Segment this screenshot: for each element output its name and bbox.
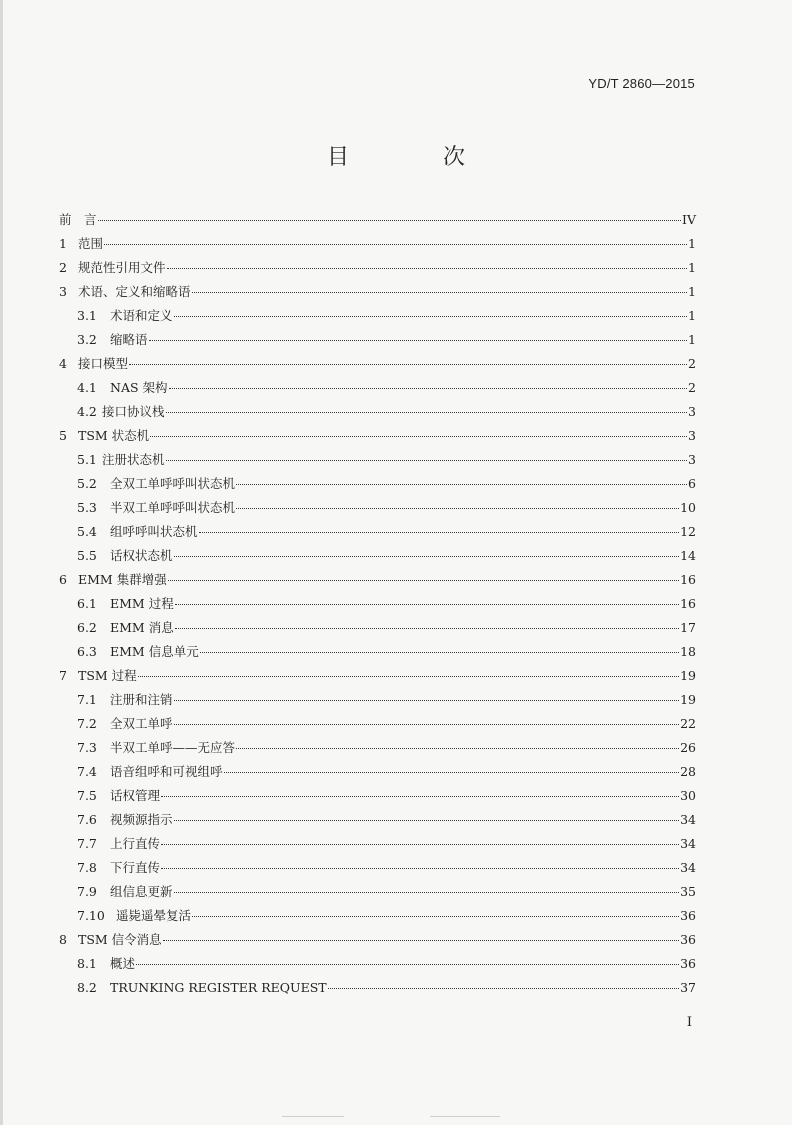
toc-entry-title: 术语、定义和缩略语 bbox=[78, 284, 191, 299]
toc-entry-title: NAS 架构 bbox=[110, 380, 168, 395]
toc-entry-page: 1 bbox=[688, 236, 696, 251]
toc-entry-number: 6.1 bbox=[77, 596, 97, 611]
toc-entry[interactable] bbox=[59, 328, 696, 352]
toc-entry-page: 3 bbox=[688, 428, 696, 443]
toc-entry[interactable] bbox=[59, 496, 696, 520]
toc-entry-number: 7.5 bbox=[77, 788, 97, 803]
toc-entry-page: 36 bbox=[680, 908, 696, 923]
scan-artifact bbox=[282, 1116, 344, 1117]
toc-entry[interactable] bbox=[59, 352, 696, 376]
toc-entry[interactable] bbox=[59, 472, 696, 496]
toc-entry-page: 19 bbox=[680, 668, 696, 683]
toc-entry-page: 36 bbox=[680, 956, 696, 971]
toc-entry-title: 概述 bbox=[110, 956, 136, 971]
dot-leader bbox=[166, 460, 688, 461]
toc-entry[interactable] bbox=[59, 808, 696, 832]
toc-entry-number: 4.1 bbox=[77, 380, 97, 395]
toc-entry-number: 7.3 bbox=[77, 740, 97, 755]
toc-entry[interactable] bbox=[59, 856, 696, 880]
toc-entry-title: 遥毙遥晕复活 bbox=[116, 908, 192, 923]
dot-leader bbox=[174, 892, 680, 893]
toc-entry-title: 组呼呼叫状态机 bbox=[110, 524, 198, 539]
toc-entry[interactable] bbox=[59, 976, 696, 1000]
dot-leader bbox=[236, 508, 679, 509]
toc-entry-page: 1 bbox=[688, 308, 696, 323]
toc-entry-title: TSM 状态机 bbox=[78, 428, 150, 443]
scan-artifact bbox=[430, 1116, 500, 1117]
toc-entry[interactable] bbox=[59, 952, 696, 976]
toc-entry-number: 3.2 bbox=[77, 332, 97, 347]
toc-entry-page: 22 bbox=[680, 716, 696, 731]
toc-entry-number: 7.10 bbox=[77, 908, 105, 923]
toc-entry-number: 5 bbox=[59, 428, 67, 443]
toc-entry[interactable] bbox=[59, 592, 696, 616]
dot-leader bbox=[200, 652, 679, 653]
toc-entry-number: 8.2 bbox=[77, 980, 97, 995]
dot-leader bbox=[129, 364, 687, 365]
toc-entry[interactable] bbox=[59, 904, 696, 928]
toc-entry-title: 接口模型 bbox=[78, 356, 129, 371]
toc-entry-page: 36 bbox=[680, 932, 696, 947]
dot-leader bbox=[169, 388, 688, 389]
toc-entry-number: 7.4 bbox=[77, 764, 97, 779]
toc-entry[interactable] bbox=[59, 232, 696, 256]
toc-entry-page: 34 bbox=[680, 860, 696, 875]
toc-entry[interactable] bbox=[59, 880, 696, 904]
dot-leader bbox=[224, 772, 680, 773]
toc-entry-title: 注册和注销 bbox=[110, 692, 173, 707]
toc-entry-number: 7.7 bbox=[77, 836, 97, 851]
toc-entry-number: 5.2 bbox=[77, 476, 97, 491]
toc-entry-page: 28 bbox=[680, 764, 696, 779]
toc-entry-page: 3 bbox=[688, 404, 696, 419]
toc-entry-page: 10 bbox=[680, 500, 696, 515]
toc-entry-title: 话权管理 bbox=[110, 788, 161, 803]
toc-entry-page: 14 bbox=[680, 548, 696, 563]
toc-entry-title: 全双工单呼 bbox=[110, 716, 173, 731]
toc-entry-page: 1 bbox=[688, 332, 696, 347]
toc-entry-page: 19 bbox=[680, 692, 696, 707]
toc-entry-title: 全双工单呼呼叫状态机 bbox=[110, 476, 236, 491]
dot-leader bbox=[98, 220, 682, 221]
toc-entry-number: 6 bbox=[59, 572, 67, 587]
toc-entry-title: 范围 bbox=[78, 236, 104, 251]
dot-leader bbox=[174, 556, 680, 557]
toc-entry-page: IV bbox=[682, 212, 696, 227]
toc-entry-page: 2 bbox=[688, 380, 696, 395]
toc-entry-page: 18 bbox=[680, 644, 696, 659]
toc-entry[interactable] bbox=[59, 520, 696, 544]
page-title: 目 次 bbox=[326, 145, 501, 170]
toc-entry-title: 下行直传 bbox=[110, 860, 161, 875]
toc-entry-title: EMM 信息单元 bbox=[110, 644, 199, 659]
toc-entry-title: TSM 信令消息 bbox=[78, 932, 162, 947]
toc-entry[interactable] bbox=[59, 832, 696, 856]
toc-entry-number: 7.1 bbox=[77, 692, 97, 707]
toc-entry-number: 6.3 bbox=[77, 644, 97, 659]
toc-entry[interactable] bbox=[59, 208, 696, 232]
toc-entry-page: 30 bbox=[680, 788, 696, 803]
toc-entry-title: 半双工单呼呼叫状态机 bbox=[110, 500, 236, 515]
table-of-contents bbox=[59, 208, 696, 1000]
document-code: YD/T 2860—2015 bbox=[588, 76, 695, 91]
dot-leader bbox=[236, 748, 679, 749]
toc-entry-page: 1 bbox=[688, 284, 696, 299]
toc-entry-title: 语音组呼和可视组呼 bbox=[110, 764, 223, 779]
toc-entry-number: 7 bbox=[59, 668, 67, 683]
toc-entry[interactable] bbox=[59, 616, 696, 640]
toc-entry[interactable] bbox=[59, 712, 696, 736]
toc-entry-page: 12 bbox=[680, 524, 696, 539]
dot-leader bbox=[104, 244, 687, 245]
toc-entry-title: 上行直传 bbox=[110, 836, 161, 851]
toc-entry[interactable] bbox=[59, 568, 696, 592]
toc-entry[interactable] bbox=[59, 424, 696, 448]
toc-entry[interactable] bbox=[59, 784, 696, 808]
toc-entry[interactable] bbox=[59, 376, 696, 400]
toc-entry[interactable] bbox=[59, 736, 696, 760]
toc-entry-number: 6.2 bbox=[77, 620, 97, 635]
dot-leader bbox=[175, 604, 679, 605]
toc-entry-number: 7.6 bbox=[77, 812, 97, 827]
dot-leader bbox=[236, 484, 687, 485]
toc-entry-title: 缩略语 bbox=[110, 332, 148, 347]
toc-entry-page: 26 bbox=[680, 740, 696, 755]
dot-leader bbox=[174, 820, 680, 821]
toc-entry-title: 接口协议栈 bbox=[102, 404, 165, 419]
toc-entry-page: 6 bbox=[688, 476, 696, 491]
toc-entry-title: EMM 过程 bbox=[110, 596, 174, 611]
toc-entry[interactable] bbox=[59, 400, 696, 424]
dot-leader bbox=[174, 316, 688, 317]
toc-entry-number: 8.1 bbox=[77, 956, 97, 971]
toc-entry-number: 8 bbox=[59, 932, 67, 947]
toc-entry-page: 37 bbox=[680, 980, 696, 995]
toc-entry-number: 5.3 bbox=[77, 500, 97, 515]
toc-entry[interactable] bbox=[59, 304, 696, 328]
toc-entry-title: 视频源指示 bbox=[110, 812, 173, 827]
toc-entry-number: 1 bbox=[59, 236, 67, 251]
toc-entry-title: TRUNKING REGISTER REQUEST bbox=[110, 980, 327, 995]
dot-leader bbox=[192, 916, 679, 917]
toc-entry-title: 组信息更新 bbox=[110, 884, 173, 899]
toc-entry-title: 术语和定义 bbox=[110, 308, 173, 323]
dot-leader bbox=[161, 868, 679, 869]
dot-leader bbox=[167, 268, 688, 269]
toc-entry[interactable] bbox=[59, 544, 696, 568]
dot-leader bbox=[168, 580, 679, 581]
dot-leader bbox=[161, 844, 679, 845]
page-number: I bbox=[686, 1015, 692, 1030]
dot-leader bbox=[136, 964, 679, 965]
toc-entry-number: 4.2 bbox=[77, 404, 97, 419]
dot-leader bbox=[174, 724, 680, 725]
toc-entry-page: 3 bbox=[688, 452, 696, 467]
dot-leader bbox=[161, 796, 679, 797]
toc-entry-title: 话权状态机 bbox=[110, 548, 173, 563]
toc-entry-number: 7.9 bbox=[77, 884, 97, 899]
dot-leader bbox=[199, 532, 680, 533]
toc-entry-number: 3 bbox=[59, 284, 67, 299]
dot-leader bbox=[138, 676, 679, 677]
toc-entry-title: 规范性引用文件 bbox=[78, 260, 166, 275]
toc-entry-number: 4 bbox=[59, 356, 67, 371]
toc-entry[interactable] bbox=[59, 760, 696, 784]
toc-entry-page: 34 bbox=[680, 812, 696, 827]
toc-entry-number: 5.4 bbox=[77, 524, 97, 539]
toc-entry-number: 5.5 bbox=[77, 548, 97, 563]
toc-entry-page: 34 bbox=[680, 836, 696, 851]
dot-leader bbox=[166, 412, 688, 413]
toc-entry[interactable] bbox=[59, 640, 696, 664]
toc-entry-number: 7.8 bbox=[77, 860, 97, 875]
dot-leader bbox=[150, 436, 687, 437]
dot-leader bbox=[328, 988, 679, 989]
toc-entry-title: EMM 集群增强 bbox=[78, 572, 167, 587]
toc-entry-title: 半双工单呼——无应答 bbox=[110, 740, 236, 755]
toc-entry-page: 16 bbox=[680, 596, 696, 611]
toc-entry-page: 17 bbox=[680, 620, 696, 635]
toc-entry-number: 前 言 bbox=[59, 212, 97, 227]
toc-entry[interactable] bbox=[59, 256, 696, 280]
toc-entry[interactable] bbox=[59, 280, 696, 304]
toc-entry[interactable] bbox=[59, 664, 696, 688]
dot-leader bbox=[174, 700, 680, 701]
toc-entry[interactable] bbox=[59, 688, 696, 712]
toc-entry-page: 1 bbox=[688, 260, 696, 275]
toc-entry-number: 3.1 bbox=[77, 308, 97, 323]
dot-leader bbox=[175, 628, 679, 629]
dot-leader bbox=[192, 292, 688, 293]
dot-leader bbox=[163, 940, 679, 941]
toc-entry-number: 5.1 bbox=[77, 452, 97, 467]
toc-entry-page: 35 bbox=[680, 884, 696, 899]
toc-entry-page: 2 bbox=[688, 356, 696, 371]
toc-entry-title: EMM 消息 bbox=[110, 620, 174, 635]
toc-entry-page: 16 bbox=[680, 572, 696, 587]
toc-entry[interactable] bbox=[59, 448, 696, 472]
toc-entry-number: 2 bbox=[59, 260, 67, 275]
toc-entry[interactable] bbox=[59, 928, 696, 952]
dot-leader bbox=[149, 340, 688, 341]
toc-entry-number: 7.2 bbox=[77, 716, 97, 731]
toc-entry-title: TSM 过程 bbox=[78, 668, 137, 683]
toc-entry-title: 注册状态机 bbox=[102, 452, 165, 467]
